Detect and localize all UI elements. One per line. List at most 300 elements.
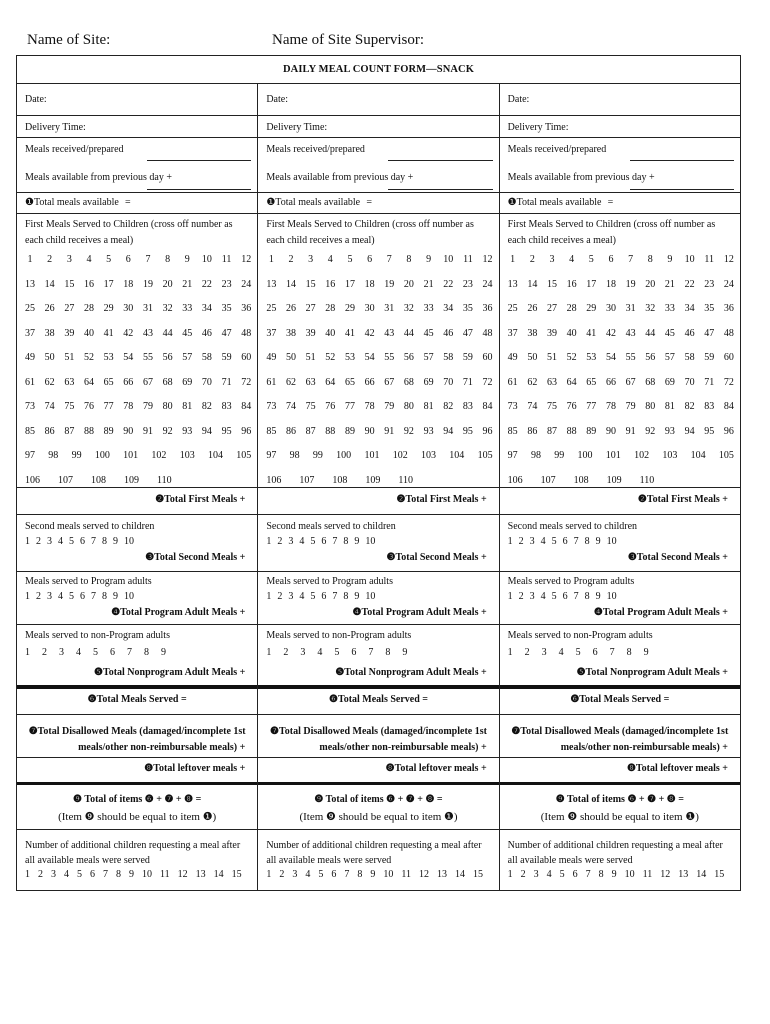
meal-number[interactable]: 90: [605, 425, 616, 437]
meal-number[interactable]: 110: [157, 474, 172, 486]
meal-number[interactable]: 100: [577, 450, 593, 461]
meal-number[interactable]: 34: [684, 303, 695, 314]
meal-number[interactable]: 85: [25, 425, 35, 437]
meal-number[interactable]: 84: [723, 401, 734, 412]
meal-number[interactable]: 55: [384, 352, 395, 363]
meal-number[interactable]: 63: [305, 376, 316, 388]
meal-number[interactable]: 12: [723, 254, 734, 265]
meals-received-field[interactable]: [630, 160, 734, 161]
meal-number[interactable]: 45: [182, 327, 193, 339]
meal-number[interactable]: 79: [142, 401, 153, 412]
meal-number[interactable]: 18: [123, 278, 134, 290]
meal-number[interactable]: 39: [546, 327, 557, 339]
count-number[interactable]: 6: [90, 869, 95, 880]
meal-number[interactable]: 67: [142, 376, 153, 388]
count-number[interactable]: 13: [678, 869, 689, 880]
meal-number[interactable]: 52: [83, 352, 94, 363]
meal-number[interactable]: 56: [645, 352, 656, 363]
meal-number[interactable]: 37: [266, 327, 277, 339]
meal-number[interactable]: 86: [527, 425, 538, 437]
meal-number[interactable]: 2: [529, 254, 535, 265]
meal-number[interactable]: 51: [64, 352, 75, 363]
meal-number[interactable]: 105: [477, 450, 493, 461]
meal-number[interactable]: 61: [507, 376, 518, 388]
count-number[interactable]: 5: [575, 647, 581, 658]
meal-number[interactable]: 36: [482, 303, 493, 314]
meal-number[interactable]: 63: [546, 376, 557, 388]
meal-number[interactable]: 97: [507, 450, 518, 461]
meal-number[interactable]: 50: [527, 352, 538, 363]
meal-number[interactable]: 38: [44, 327, 55, 339]
meal-number[interactable]: 33: [664, 303, 675, 314]
meal-number[interactable]: 77: [344, 401, 355, 412]
meal-number[interactable]: 91: [142, 425, 153, 437]
count-number[interactable]: 8: [584, 536, 590, 547]
count-number[interactable]: 10: [142, 869, 152, 880]
count-number[interactable]: 10: [124, 536, 134, 547]
meal-number[interactable]: 28: [566, 303, 577, 314]
count-number[interactable]: 2: [277, 591, 283, 602]
meal-number[interactable]: 80: [645, 401, 656, 412]
meal-number[interactable]: 86: [44, 425, 55, 437]
meal-number[interactable]: 73: [25, 401, 35, 412]
meal-number[interactable]: 83: [221, 401, 232, 412]
count-number[interactable]: 3: [292, 869, 298, 880]
meal-number[interactable]: 46: [201, 327, 212, 339]
count-number[interactable]: 2: [518, 536, 524, 547]
meal-number[interactable]: 88: [325, 425, 336, 437]
meal-number[interactable]: 16: [83, 278, 94, 290]
meals-received-field[interactable]: [147, 160, 251, 161]
meal-number[interactable]: 11: [704, 254, 715, 265]
count-number[interactable]: 13: [436, 869, 447, 880]
meal-number[interactable]: 2: [288, 254, 294, 265]
meal-number[interactable]: 57: [664, 352, 675, 363]
meal-number[interactable]: 98: [48, 450, 59, 461]
meal-number[interactable]: 82: [443, 401, 454, 412]
meal-number[interactable]: 70: [684, 376, 695, 388]
meal-number[interactable]: 92: [645, 425, 656, 437]
meal-number[interactable]: 77: [586, 401, 597, 412]
count-number[interactable]: 2: [524, 647, 530, 658]
meal-number[interactable]: 103: [662, 450, 678, 461]
meal-number[interactable]: 82: [201, 401, 212, 412]
meal-number[interactable]: 62: [527, 376, 538, 388]
meal-number[interactable]: 68: [645, 376, 656, 388]
meal-number[interactable]: 60: [723, 352, 734, 363]
count-number[interactable]: 1: [507, 647, 513, 658]
count-number[interactable]: 7: [344, 869, 350, 880]
meal-number[interactable]: 80: [162, 401, 173, 412]
meal-number[interactable]: 14: [44, 278, 55, 290]
count-number[interactable]: 6: [562, 536, 568, 547]
count-number[interactable]: 7: [585, 869, 591, 880]
count-number[interactable]: 3: [51, 869, 56, 880]
meal-number[interactable]: 9: [426, 254, 432, 265]
count-number[interactable]: 7: [103, 869, 108, 880]
meal-number[interactable]: 8: [647, 254, 653, 265]
meal-number[interactable]: 94: [443, 425, 454, 437]
count-number[interactable]: 15: [472, 869, 483, 880]
meal-number[interactable]: 101: [123, 450, 139, 461]
meal-number[interactable]: 15: [305, 278, 316, 290]
meal-number[interactable]: 88: [566, 425, 577, 437]
count-number[interactable]: 3: [541, 647, 547, 658]
count-number[interactable]: 7: [91, 536, 96, 547]
count-number[interactable]: 1: [25, 536, 30, 547]
meal-number[interactable]: 21: [182, 278, 193, 290]
meal-number[interactable]: 21: [423, 278, 434, 290]
count-number[interactable]: 14: [454, 869, 465, 880]
meal-number[interactable]: 100: [336, 450, 352, 461]
meal-number[interactable]: 10: [443, 254, 454, 265]
count-number[interactable]: 4: [64, 869, 69, 880]
meal-number[interactable]: 43: [142, 327, 153, 339]
meal-number[interactable]: 105: [718, 450, 734, 461]
meal-number[interactable]: 13: [507, 278, 518, 290]
meal-number[interactable]: 35: [704, 303, 715, 314]
meal-number[interactable]: 24: [241, 278, 252, 290]
count-number[interactable]: 5: [318, 869, 324, 880]
count-number[interactable]: 8: [584, 591, 590, 602]
meal-number[interactable]: 109: [124, 474, 139, 486]
meal-number[interactable]: 4: [569, 254, 575, 265]
meal-number[interactable]: 20: [645, 278, 656, 290]
count-number[interactable]: 8: [144, 647, 149, 658]
meal-number[interactable]: 56: [162, 352, 173, 363]
count-number[interactable]: 9: [113, 591, 118, 602]
count-number[interactable]: 6: [592, 647, 598, 658]
meal-number[interactable]: 109: [365, 474, 381, 486]
meal-number[interactable]: 98: [289, 450, 300, 461]
meal-number[interactable]: 71: [221, 376, 232, 388]
meal-number[interactable]: 61: [266, 376, 277, 388]
meal-number[interactable]: 41: [103, 327, 114, 339]
meal-number[interactable]: 104: [207, 450, 223, 461]
meal-number[interactable]: 44: [403, 327, 414, 339]
meal-number[interactable]: 77: [103, 401, 114, 412]
meal-number[interactable]: 34: [443, 303, 454, 314]
meal-number[interactable]: 65: [103, 376, 114, 388]
meal-number[interactable]: 49: [25, 352, 35, 363]
meal-number[interactable]: 7: [628, 254, 634, 265]
meal-number[interactable]: 8: [406, 254, 412, 265]
meal-number[interactable]: 107: [540, 474, 556, 486]
meal-number[interactable]: 23: [221, 278, 232, 290]
meal-number[interactable]: 52: [566, 352, 577, 363]
count-number[interactable]: 11: [642, 869, 653, 880]
meal-number[interactable]: 68: [403, 376, 414, 388]
meal-number[interactable]: 109: [606, 474, 622, 486]
meal-number[interactable]: 87: [546, 425, 557, 437]
count-number[interactable]: 12: [177, 869, 188, 880]
meal-number[interactable]: 72: [241, 376, 252, 388]
meal-number[interactable]: 32: [162, 303, 173, 314]
meal-number[interactable]: 17: [586, 278, 597, 290]
meal-number[interactable]: 4: [86, 254, 92, 265]
meal-number[interactable]: 40: [325, 327, 336, 339]
count-number[interactable]: 1: [266, 647, 272, 658]
count-number[interactable]: 9: [643, 647, 649, 658]
count-number[interactable]: 2: [36, 591, 41, 602]
count-number[interactable]: 8: [357, 869, 363, 880]
meal-number[interactable]: 107: [58, 474, 73, 486]
count-number[interactable]: 1: [25, 591, 30, 602]
meal-number[interactable]: 80: [403, 401, 414, 412]
meal-number[interactable]: 101: [605, 450, 621, 461]
meal-number[interactable]: 17: [103, 278, 114, 290]
count-number[interactable]: 8: [102, 591, 107, 602]
meal-number[interactable]: 91: [625, 425, 636, 437]
count-number[interactable]: 1: [25, 647, 30, 658]
count-number[interactable]: 8: [343, 536, 349, 547]
meal-number[interactable]: 12: [482, 254, 493, 265]
meal-number[interactable]: 54: [364, 352, 375, 363]
meal-number[interactable]: 43: [625, 327, 636, 339]
count-number[interactable]: 6: [80, 591, 85, 602]
meal-number[interactable]: 45: [423, 327, 434, 339]
meal-number[interactable]: 102: [634, 450, 650, 461]
count-number[interactable]: 1: [266, 536, 272, 547]
count-number[interactable]: 4: [299, 591, 305, 602]
meal-number[interactable]: 35: [221, 303, 232, 314]
meal-number[interactable]: 101: [364, 450, 380, 461]
meal-number[interactable]: 96: [241, 425, 252, 437]
meal-number[interactable]: 99: [312, 450, 323, 461]
meal-number[interactable]: 13: [266, 278, 277, 290]
meal-number[interactable]: 67: [384, 376, 395, 388]
meal-number[interactable]: 108: [91, 474, 106, 486]
meal-number[interactable]: 60: [241, 352, 252, 363]
count-number[interactable]: 8: [116, 869, 121, 880]
meal-number[interactable]: 67: [625, 376, 636, 388]
meal-number[interactable]: 89: [586, 425, 597, 437]
meal-number[interactable]: 9: [667, 254, 673, 265]
meal-number[interactable]: 70: [443, 376, 454, 388]
count-number[interactable]: 7: [332, 536, 338, 547]
meal-number[interactable]: 70: [201, 376, 212, 388]
count-number[interactable]: 13: [195, 869, 206, 880]
count-number[interactable]: 7: [332, 591, 338, 602]
meal-number[interactable]: 44: [645, 327, 656, 339]
meal-number[interactable]: 108: [573, 474, 589, 486]
count-number[interactable]: 9: [354, 536, 360, 547]
meal-number[interactable]: 21: [664, 278, 675, 290]
count-number[interactable]: 3: [288, 591, 294, 602]
meals-available-previous-field[interactable]: [630, 189, 734, 190]
meal-number[interactable]: 1: [510, 254, 516, 265]
meal-number[interactable]: 9: [184, 254, 190, 265]
meal-number[interactable]: 30: [364, 303, 375, 314]
meal-number[interactable]: 26: [44, 303, 55, 314]
meal-number[interactable]: 89: [344, 425, 355, 437]
meal-number[interactable]: 78: [364, 401, 375, 412]
meal-number[interactable]: 15: [546, 278, 557, 290]
meal-number[interactable]: 3: [308, 254, 314, 265]
count-number[interactable]: 6: [331, 869, 337, 880]
meals-available-previous-field[interactable]: [147, 189, 251, 190]
count-number[interactable]: 4: [76, 647, 81, 658]
count-number[interactable]: 8: [385, 647, 391, 658]
count-number[interactable]: 6: [351, 647, 357, 658]
meal-number[interactable]: 15: [64, 278, 75, 290]
meal-number[interactable]: 63: [64, 376, 75, 388]
meal-number[interactable]: 42: [364, 327, 375, 339]
count-number[interactable]: 6: [80, 536, 85, 547]
meal-number[interactable]: 14: [527, 278, 538, 290]
meal-number[interactable]: 97: [266, 450, 277, 461]
count-number[interactable]: 5: [334, 647, 340, 658]
meal-number[interactable]: 55: [142, 352, 153, 363]
meal-number[interactable]: 47: [704, 327, 715, 339]
count-number[interactable]: 3: [288, 536, 294, 547]
meal-number[interactable]: 59: [462, 352, 473, 363]
meal-number[interactable]: 12: [241, 254, 252, 265]
count-number[interactable]: 9: [595, 536, 601, 547]
meal-number[interactable]: 53: [344, 352, 355, 363]
meal-number[interactable]: 110: [639, 474, 655, 486]
meal-number[interactable]: 59: [704, 352, 715, 363]
meal-number[interactable]: 106: [266, 474, 282, 486]
count-number[interactable]: 1: [266, 869, 272, 880]
meal-number[interactable]: 54: [123, 352, 134, 363]
count-number[interactable]: 4: [540, 591, 546, 602]
meal-number[interactable]: 75: [305, 401, 316, 412]
meal-number[interactable]: 10: [201, 254, 212, 265]
meal-number[interactable]: 62: [285, 376, 296, 388]
meal-number[interactable]: 38: [527, 327, 538, 339]
meal-number[interactable]: 72: [723, 376, 734, 388]
meal-number[interactable]: 50: [44, 352, 55, 363]
count-number[interactable]: 4: [317, 647, 323, 658]
meal-number[interactable]: 90: [364, 425, 375, 437]
meal-number[interactable]: 29: [103, 303, 114, 314]
meal-number[interactable]: 30: [123, 303, 134, 314]
meal-number[interactable]: 74: [44, 401, 55, 412]
count-number[interactable]: 9: [161, 647, 166, 658]
meal-number[interactable]: 28: [325, 303, 336, 314]
meal-number[interactable]: 85: [266, 425, 277, 437]
count-number[interactable]: 3: [533, 869, 539, 880]
count-number[interactable]: 12: [660, 869, 671, 880]
meal-number[interactable]: 65: [344, 376, 355, 388]
meal-number[interactable]: 45: [664, 327, 675, 339]
meal-number[interactable]: 93: [182, 425, 193, 437]
meal-number[interactable]: 31: [625, 303, 636, 314]
meal-number[interactable]: 33: [423, 303, 434, 314]
meal-number[interactable]: 106: [507, 474, 523, 486]
count-number[interactable]: 10: [606, 591, 617, 602]
count-number[interactable]: 9: [595, 591, 601, 602]
meal-number[interactable]: 42: [605, 327, 616, 339]
meal-number[interactable]: 71: [704, 376, 715, 388]
meal-number[interactable]: 93: [423, 425, 434, 437]
count-number[interactable]: 1: [266, 591, 272, 602]
count-number[interactable]: 7: [573, 536, 579, 547]
count-number[interactable]: 5: [77, 869, 82, 880]
meal-number[interactable]: 48: [723, 327, 734, 339]
meal-number[interactable]: 93: [664, 425, 675, 437]
count-number[interactable]: 2: [520, 869, 526, 880]
meal-number[interactable]: 65: [586, 376, 597, 388]
meal-number[interactable]: 73: [507, 401, 518, 412]
meal-number[interactable]: 83: [462, 401, 473, 412]
meal-number[interactable]: 41: [586, 327, 597, 339]
meal-number[interactable]: 105: [236, 450, 252, 461]
meal-number[interactable]: 66: [364, 376, 375, 388]
meal-number[interactable]: 25: [25, 303, 35, 314]
meal-number[interactable]: 27: [305, 303, 316, 314]
meal-number[interactable]: 90: [123, 425, 134, 437]
meal-number[interactable]: 22: [684, 278, 695, 290]
meal-number[interactable]: 37: [507, 327, 518, 339]
meal-number[interactable]: 58: [684, 352, 695, 363]
meal-number[interactable]: 95: [462, 425, 473, 437]
meal-number[interactable]: 30: [605, 303, 616, 314]
meal-number[interactable]: 58: [443, 352, 454, 363]
meal-number[interactable]: 53: [586, 352, 597, 363]
count-number[interactable]: 10: [624, 869, 635, 880]
meal-number[interactable]: 92: [403, 425, 414, 437]
meal-number[interactable]: 60: [482, 352, 493, 363]
count-number[interactable]: 5: [69, 536, 74, 547]
meal-number[interactable]: 47: [221, 327, 232, 339]
meal-number[interactable]: 6: [125, 254, 131, 265]
meal-number[interactable]: 39: [305, 327, 316, 339]
meal-number[interactable]: 96: [482, 425, 493, 437]
meal-number[interactable]: 26: [285, 303, 296, 314]
meal-number[interactable]: 51: [546, 352, 557, 363]
count-number[interactable]: 6: [562, 591, 568, 602]
count-number[interactable]: 9: [129, 869, 134, 880]
meal-number[interactable]: 19: [142, 278, 153, 290]
count-number[interactable]: 7: [91, 591, 96, 602]
count-number[interactable]: 5: [551, 591, 557, 602]
meal-number[interactable]: 31: [142, 303, 153, 314]
meal-number[interactable]: 82: [684, 401, 695, 412]
count-number[interactable]: 14: [696, 869, 707, 880]
meal-number[interactable]: 76: [566, 401, 577, 412]
meal-number[interactable]: 76: [325, 401, 336, 412]
count-number[interactable]: 7: [127, 647, 132, 658]
meal-number[interactable]: 49: [266, 352, 277, 363]
meal-number[interactable]: 43: [384, 327, 395, 339]
meal-number[interactable]: 46: [443, 327, 454, 339]
meal-number[interactable]: 24: [482, 278, 493, 290]
meal-number[interactable]: 19: [384, 278, 395, 290]
meal-number[interactable]: 8: [165, 254, 171, 265]
count-number[interactable]: 2: [283, 647, 289, 658]
count-number[interactable]: 6: [321, 591, 327, 602]
count-number[interactable]: 5: [310, 591, 316, 602]
meal-number[interactable]: 66: [123, 376, 134, 388]
count-number[interactable]: 11: [401, 869, 411, 880]
meal-number[interactable]: 91: [384, 425, 395, 437]
meal-number[interactable]: 74: [527, 401, 538, 412]
meal-number[interactable]: 14: [285, 278, 296, 290]
meal-number[interactable]: 18: [364, 278, 375, 290]
count-number[interactable]: 1: [507, 591, 513, 602]
count-number[interactable]: 4: [58, 591, 63, 602]
meal-number[interactable]: 11: [463, 254, 473, 265]
count-number[interactable]: 6: [572, 869, 578, 880]
meal-number[interactable]: 81: [423, 401, 434, 412]
meal-number[interactable]: 64: [83, 376, 94, 388]
meal-number[interactable]: 52: [325, 352, 336, 363]
meal-number[interactable]: 96: [723, 425, 734, 437]
count-number[interactable]: 6: [321, 536, 327, 547]
meal-number[interactable]: 76: [83, 401, 94, 412]
